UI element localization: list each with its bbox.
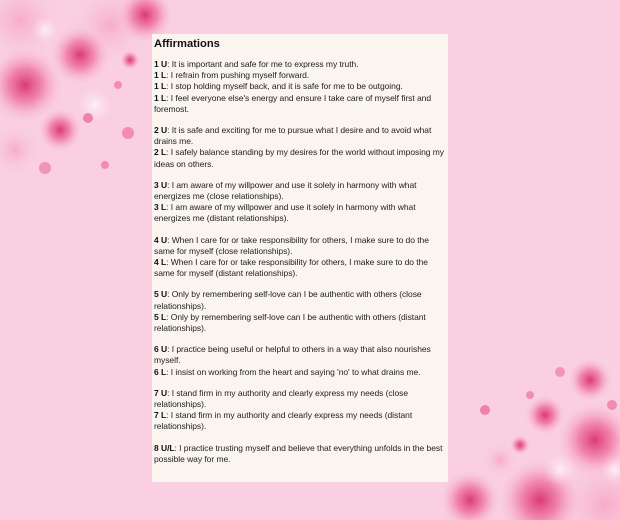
affirmation-line — [154, 367, 446, 378]
affirmation-line — [154, 388, 446, 410]
affirmation-line — [154, 180, 446, 202]
affirmation-tag: 6 L — [154, 366, 167, 377]
affirmation-tag: 4 L — [154, 257, 167, 268]
affirmation-tag: 1 L — [154, 92, 167, 103]
affirmation-tag: 1 L — [154, 70, 167, 81]
affirmation-group — [154, 125, 446, 170]
affirmation-text: : I am aware of my willpower and use it solely in harmony with what energizes me (distant relationships). — [154, 202, 416, 224]
affirmation-text: : I stand firm in my authority and clearly express my needs (distant relationships). — [154, 410, 413, 432]
affirmation-line — [154, 235, 446, 257]
affirmation-list — [154, 59, 446, 465]
affirmation-tag: 5 U — [154, 289, 168, 300]
affirmation-tag: 4 U — [154, 234, 168, 245]
affirmation-text: : I stop holding myself back, and it is safe for me to be outgoing. — [166, 81, 403, 92]
affirmation-line — [154, 312, 446, 334]
affirmation-text: : I practice trusting myself and believe that everything unfolds in the best possible way for me. — [154, 442, 443, 464]
affirmation-tag: 1 L — [154, 81, 167, 92]
affirmation-line — [154, 410, 446, 432]
affirmation-text: : When I care for or take responsibility for others, I make sure to do the same for myself (distant relationships). — [154, 257, 428, 279]
affirmation-text: : Only by remembering self-love can I be authentic with others (distant relationships). — [154, 311, 426, 334]
affirmation-line — [154, 147, 446, 169]
affirmation-group — [154, 344, 446, 378]
affirmations-panel — [152, 34, 448, 482]
affirmation-text: : When I care for or take responsibility for others, I make sure to do the same for myself (close relationships). — [154, 234, 429, 256]
page-title: Affirmations — [154, 38, 220, 50]
affirmation-text: : I safely balance standing by my desires for the world without imposing my ideas on others. — [154, 147, 444, 169]
affirmation-line — [154, 93, 446, 115]
affirmation-tag: 2 L — [154, 147, 167, 158]
affirmation-line — [154, 59, 446, 70]
affirmation-text: : Only by remembering self-love can I be authentic with others (close relationships). — [154, 289, 422, 311]
affirmation-tag: 2 U — [154, 125, 168, 136]
affirmation-tag: 3 U — [154, 179, 168, 190]
affirmation-group — [154, 235, 446, 280]
affirmation-line — [154, 125, 446, 147]
affirmation-text: : I stand firm in my authority and clearly express my needs (close relationships). — [154, 387, 409, 410]
affirmation-text: : It is important and safe for me to express my truth. — [167, 59, 359, 69]
affirmation-tag: 8 U/L — [154, 442, 175, 453]
affirmation-tag: 7 U — [154, 387, 168, 398]
affirmation-tag: 3 L — [154, 202, 167, 213]
affirmation-text: : I insist on working from the heart and saying 'no' to what drains me. — [166, 366, 421, 377]
flower-cluster-bottom-right — [440, 358, 620, 520]
affirmation-group — [154, 289, 446, 334]
affirmation-line — [154, 289, 446, 311]
affirmation-line — [154, 202, 446, 224]
affirmation-text: : I feel everyone else's energy and ensure I take care of myself first and foremost. — [154, 92, 432, 114]
affirmation-group — [154, 59, 446, 115]
affirmation-tag: 6 U — [154, 344, 168, 355]
affirmation-line — [154, 257, 446, 279]
affirmation-tag: 1 U — [154, 59, 168, 69]
affirmation-tag: 7 L — [154, 410, 167, 421]
affirmation-group — [154, 180, 446, 225]
flower-cluster-top-left — [0, 0, 173, 176]
affirmation-line — [154, 344, 446, 366]
affirmation-text: : It is safe and exciting for me to pursue what I desire and to avoid what drains me. — [154, 125, 432, 147]
affirmation-line — [154, 443, 446, 465]
affirmation-text: : I am aware of my willpower and use it solely in harmony with what energizes me (close relationships). — [154, 179, 417, 202]
affirmation-line — [154, 70, 446, 81]
affirmation-text: : I refrain from pushing myself forward. — [166, 70, 310, 81]
affirmation-text: : I practice being useful or helpful to others in a way that also nourishes myself. — [154, 344, 431, 366]
affirmation-tag: 5 L — [154, 311, 167, 322]
affirmation-group — [154, 388, 446, 433]
affirmation-line — [154, 81, 446, 92]
affirmation-group — [154, 443, 446, 465]
